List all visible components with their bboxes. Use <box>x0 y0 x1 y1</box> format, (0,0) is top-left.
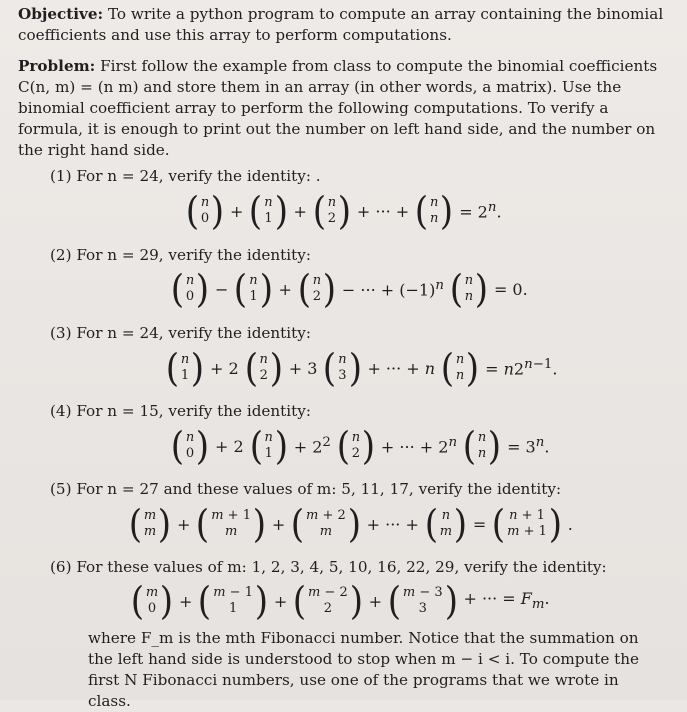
item-1-label: (1) For n = 24, verify the identity: . <box>50 167 321 185</box>
item-1-equation: ( n 0 ) + ( n 1 ) + ( n 2 ) + ··· + ( n n ) = $2^n$. <box>185 189 502 233</box>
objective-paragraph <box>18 4 668 46</box>
item-2-label: (2) For n = 29, verify the identity: <box>50 246 311 264</box>
fibonacci-note: where F_m is the mth Fibonacci number. Notice that the summation on the left hand side is understood to stop when m − i < i. To compute the first N Fibonacci numbers, use one of the programs that we wrote in class. <box>88 629 640 710</box>
item-6-label: (6) For these values of m: 1, 2, 3, 4, 5, 10, 16, 22, 29, verify the identity: <box>50 558 607 576</box>
objective-label: Objective: <box>18 5 104 23</box>
item-3-equation: ( n 1 ) + 2 ( n 2 ) + 3 ( n 3 ) + ··· + n ( n n ) = $n2^{n-1}$. <box>165 346 558 390</box>
problem-label: Problem: <box>18 57 96 75</box>
item-2-equation: ( n 0 ) − ( n 1 ) + ( n 2 ) − ··· + $(-1)^n$ ( n n ) = 0. <box>170 267 528 311</box>
item-6-equation: ( m 0 ) + ( m − 1 1 ) + ( m − 2 2 ) + ( m − 3 3 ) + ··· = $F_m$. <box>130 579 550 623</box>
item-3-label: (3) For n = 24, verify the identity: <box>50 324 311 342</box>
problem-text: First follow the example from class to compute the binomial coefficients C(n, m) = (n m) and store them in an array (in other words, a matrix). Use the binomial coefficient array to perform the following computations. To verify a formula, it is enough to print out the number on left hand side, and the number on the right hand side. <box>18 57 658 159</box>
item-5-equation: ( m m ) + ( m + 1 m ) + ( m + 2 m ) + ··· + ( n m ) = ( n + 1 m + 1 ) . <box>128 502 573 546</box>
item-5-label: (5) For n = 27 and these values of m: 5, 11, 17, verify the identity: <box>50 480 562 498</box>
item-4-label: (4) For n = 15, verify the identity: <box>50 402 311 420</box>
objective-text: To write a python program to compute an array containing the binomial coefficients and use this array to perform computations. <box>18 5 664 44</box>
problem-paragraph <box>18 56 668 161</box>
item-4-equation: ( n 0 ) + 2 ( n 1 ) + $2^2$ ( n 2 ) + ··· + $2^n$ ( n n ) = $3^n$. <box>170 424 550 468</box>
